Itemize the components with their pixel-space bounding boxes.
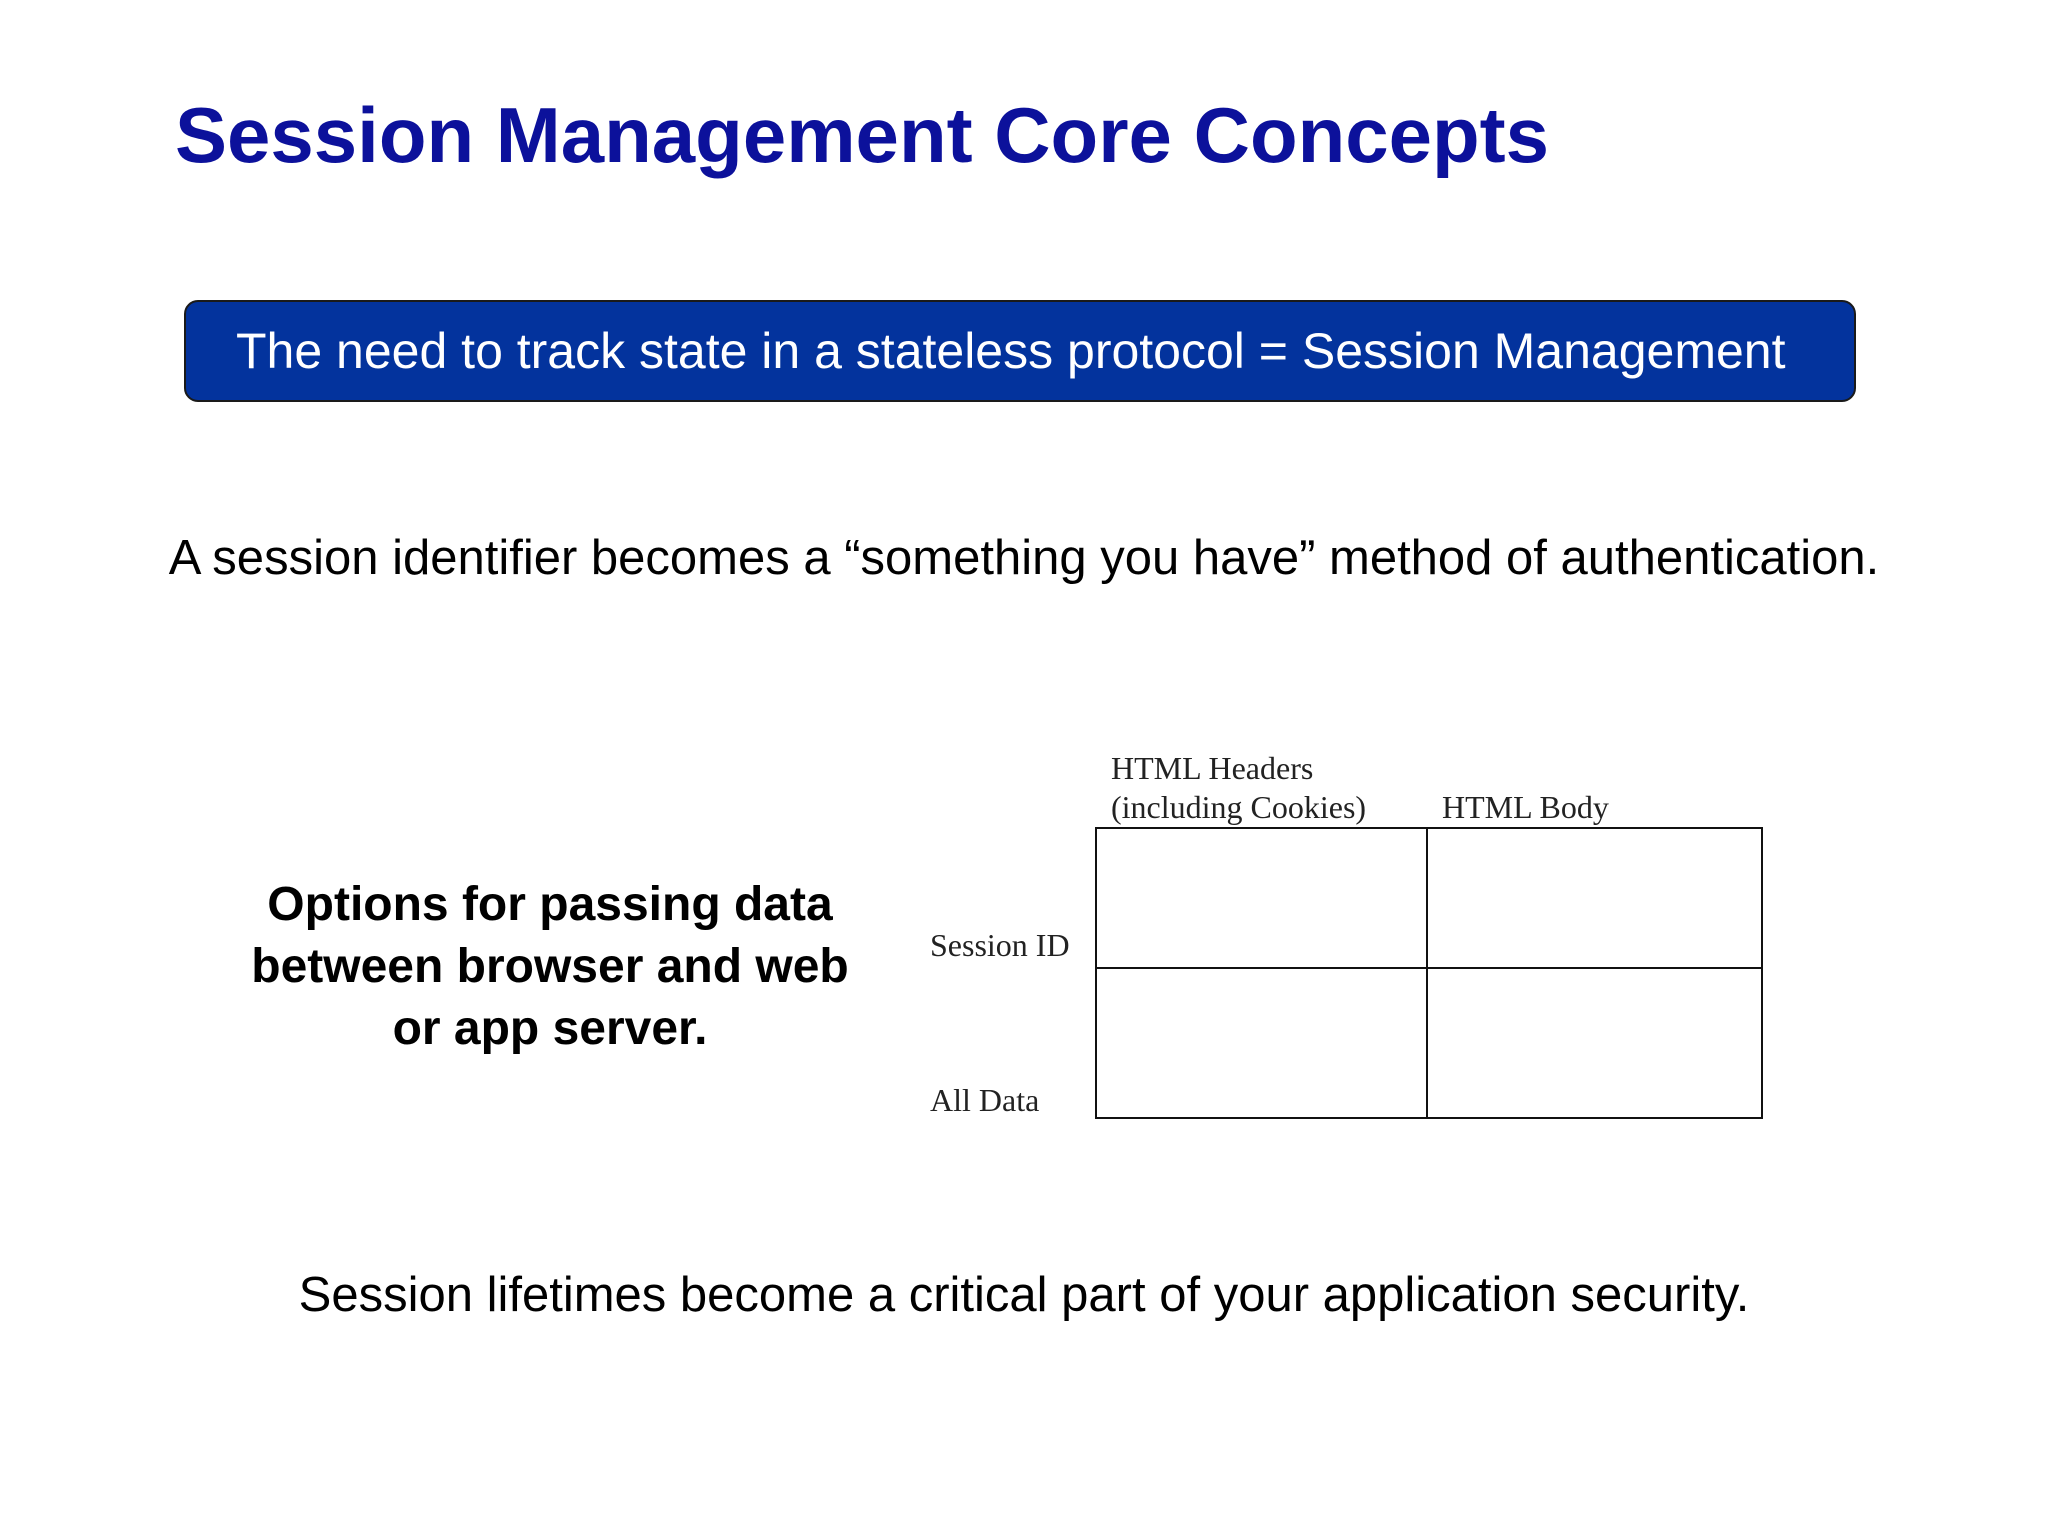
grid-horizontal-divider — [1097, 967, 1761, 969]
column-header-line-2: (including Cookies) — [1111, 789, 1367, 825]
row-label-all-data: All Data — [930, 1082, 1040, 1118]
session-lifetimes-statement: Session lifetimes become a critical part of your application security. — [298, 1268, 1750, 1322]
row-label-session-id: Session ID — [930, 927, 1070, 963]
session-identifier-statement: A session identifier becomes a “something you have” method of authentication. — [168, 531, 1880, 585]
options-caption: Options for passing data between browser and web or app server. — [251, 878, 849, 1055]
options-grid — [1095, 827, 1763, 1119]
definition-banner — [184, 300, 1856, 402]
column-header-html-headers — [1111, 749, 1366, 827]
column-header-line-1: HTML Headers — [1111, 750, 1314, 786]
banner-text: The need to track state in a stateless protocol = Session Management — [236, 323, 1786, 379]
column-header-html-body: HTML Body — [1442, 789, 1609, 825]
grid-vertical-divider — [1426, 829, 1428, 1117]
slide-title: Session Management Core Concepts — [175, 91, 1549, 179]
